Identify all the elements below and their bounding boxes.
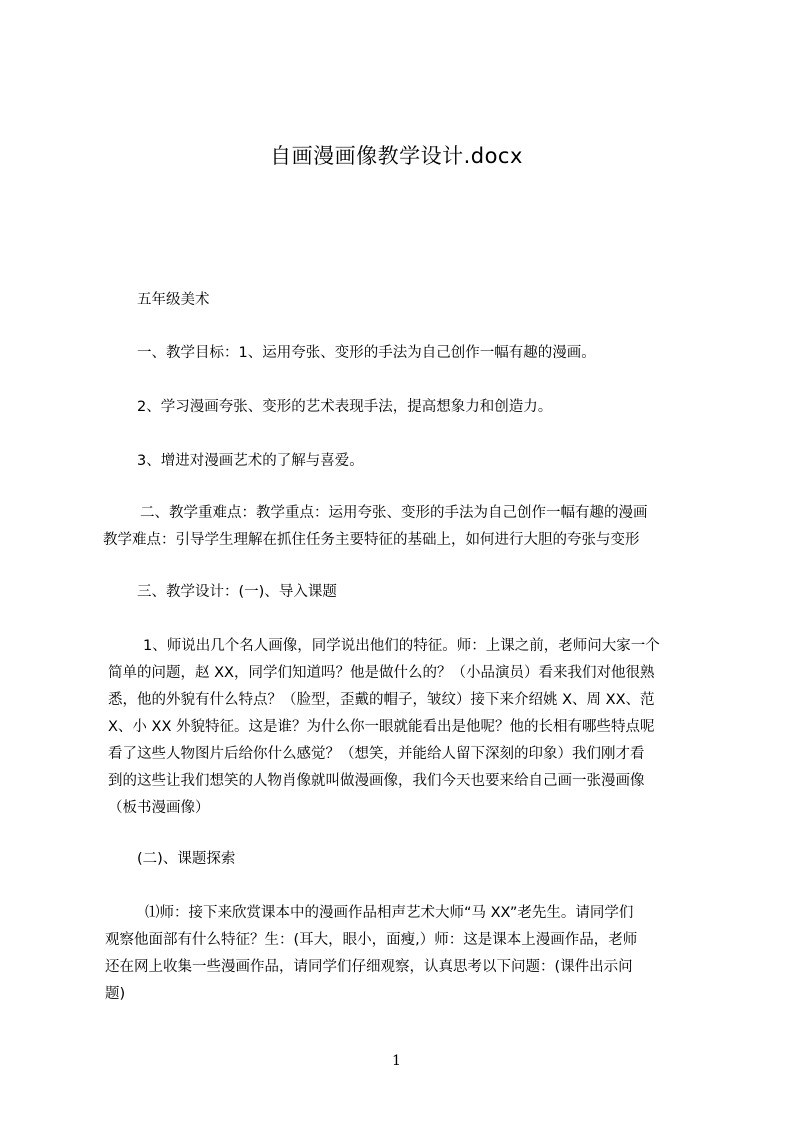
grade-subject: 五年级美术 xyxy=(137,292,210,308)
intro-paragraph xyxy=(108,633,660,822)
intro-line: 1、师说出几个名人画像，同学说出他们的特征。师：上课之前，老师问大家一个 xyxy=(143,638,660,654)
key-points-line: 二、教学重难点：教学重点：运用夸张、变形的手法为自己创作一幅有趣的漫画 xyxy=(140,505,648,521)
intro-line: 到的这些让我们想笑的人物肖像就叫做漫画像，我们今天也要来给自己画一张漫画像 xyxy=(108,773,645,789)
intro-line: 看了这些人物图片后给你什么感觉？（想笑，并能给人留下深刻的印象）我们刚才看 xyxy=(108,746,645,762)
intro-line: （板书漫画像） xyxy=(108,800,210,816)
key-points-line: 教学难点：引导学生理解在抓住任务主要特征的基础上，如何进行大胆的夸张与变形 xyxy=(103,532,640,548)
intro-line: 简单的问题，赵 XX，同学们知道吗？他是做什么的？（小品演员）看来我们对他很熟 xyxy=(108,665,655,681)
page-number: 1 xyxy=(392,1053,401,1069)
design-heading: 三、教学设计：(一)、导入课题 xyxy=(137,584,337,600)
objective-3: 3、增进对漫画艺术的了解与喜爱。 xyxy=(137,453,364,469)
objective-2: 2、学习漫画夸张、变形的艺术表现手法，提高想象力和创造力。 xyxy=(137,399,553,415)
objective-1: 一、教学目标：1、运用夸张、变形的手法为自己创作一幅有趣的漫画。 xyxy=(137,345,596,361)
intro-line: X、小 XX 外貌特征。这是谁？为什么你一眼就能看出是他呢？他的长相有哪些特点呢 xyxy=(108,719,655,735)
intro-line: 悉，他的外貌有什么特点？（脸型，歪戴的帽子，皱纹）接下来介绍姚 X、周 XX、范 xyxy=(108,692,655,708)
explore-line: ⑴师：接下来欣赏课本中的漫画作品相声艺术大师“马 XX”老先生。请同学们 xyxy=(145,905,634,921)
document-title: 自画漫画像教学设计.docx xyxy=(270,144,523,168)
explore-paragraph xyxy=(105,900,637,1008)
explore-heading: (二)、课题探索 xyxy=(137,851,236,867)
key-points-paragraph xyxy=(103,500,648,554)
explore-line: 题) xyxy=(105,986,126,1002)
explore-line: 观察他面部有什么特征？生：(耳大，眼小，面瘦,）师：这是课本上漫画作品，老师 xyxy=(105,932,638,948)
explore-line: 还在网上收集一些漫画作品，请同学们仔细观察，认真思考以下问题：(课件出示问 xyxy=(105,959,633,975)
